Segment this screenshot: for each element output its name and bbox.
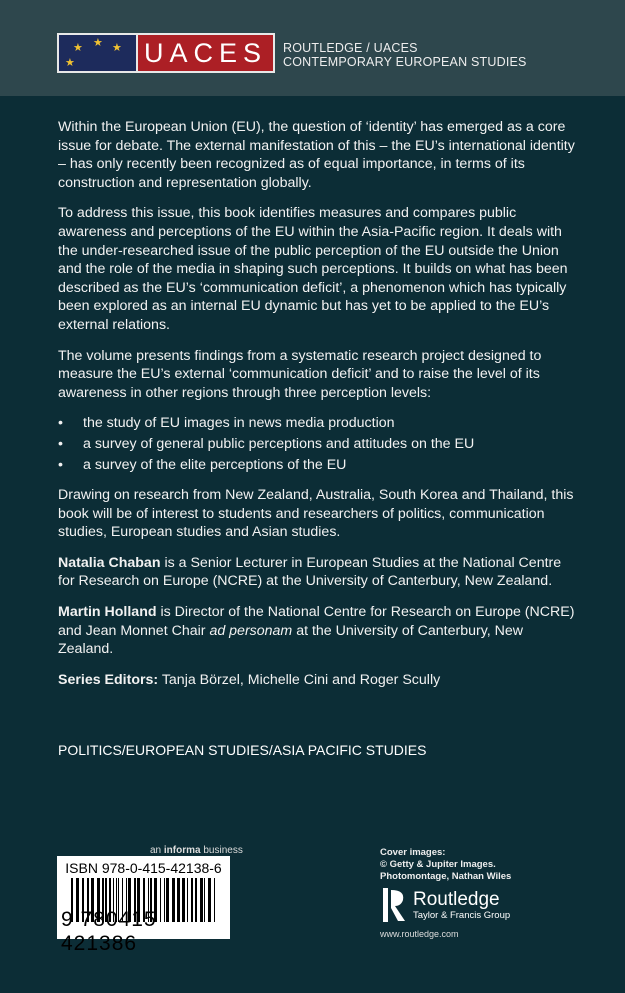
author-bio <box>58 603 578 659</box>
publisher-url[interactable]: www.routledge.com <box>380 929 459 939</box>
cover-credits <box>380 847 511 883</box>
tag-post: business <box>200 845 243 856</box>
list-item: • a survey of general public perceptions and attitudes on the EU <box>58 435 578 454</box>
tag-pre: an <box>150 845 164 856</box>
author-name: Martin Holland <box>58 604 157 621</box>
bullet-list <box>58 414 578 474</box>
publisher-name: Routledge <box>413 888 500 910</box>
paragraph: To address this issue, this book identifies measures and compares public awareness and perceptions of the EU within the Asia-Pacific region. It deals with the under-researched issue of the public perception of the EU outside the Union and the role of the media in shaping such perceptions. It builds on what has been described as the EU’s ‘communication deficit’, a phenomenon which has typically been explored as an internal EU dynamic but has yet to be applied to the EU’s external relations. <box>58 205 568 333</box>
bio-text: is a Senior Lecturer in European Studies at the National Centre for Research on Europe (NCRE) at the University of Canterbury, New Zealand. <box>58 554 562 590</box>
routledge-logo <box>383 888 510 922</box>
routledge-r-icon <box>383 888 407 922</box>
editors-label: Series Editors: <box>58 671 159 688</box>
list-item: • the study of EU images in news media production <box>58 414 578 433</box>
credit-line: © Getty & Jupiter Images. <box>380 859 496 870</box>
logo-text: UACES <box>136 35 273 71</box>
list-item: • a survey of the elite perceptions of the EU <box>58 456 578 475</box>
credit-line: Photomontage, Nathan Wiles <box>380 871 512 882</box>
bio-emphasis: ad personam <box>209 622 293 639</box>
author-bio <box>58 554 578 591</box>
credit-line: Cover images: <box>380 847 446 858</box>
informa-tagline <box>150 845 243 856</box>
series-editors <box>58 671 578 690</box>
tag-bold: informa <box>163 845 201 856</box>
isbn-barcode <box>57 856 230 955</box>
blurb <box>58 118 578 701</box>
paragraph: The volume presents findings from a systematic research project designed to measure the EU’s external ‘communication deficit’ and to raise the level of its awareness in other regions through three perception levels: <box>58 347 542 401</box>
bio-text: at the University of Canterbury, New Zealand. <box>58 622 524 658</box>
uaces-logo <box>57 33 275 73</box>
series-title <box>283 41 527 69</box>
publisher-sub: Taylor & Francis Group <box>413 909 511 921</box>
subject-category: POLITICS/EUROPEAN STUDIES/ASIA PACIFIC STUDIES <box>58 742 427 758</box>
paragraph: Within the European Union (EU), the question of ‘identity’ has emerged as a core issue for debate. The external manifestation of this – the EU’s international identity – has only recently been recognized as of equal importance, in terms of its construction and representation globally. <box>58 119 575 191</box>
series-line2: CONTEMPORARY EUROPEAN STUDIES <box>283 55 527 69</box>
barcode-digits: 9 780415 421386 <box>61 908 157 955</box>
author-name: Natalia Chaban <box>58 554 161 571</box>
bio-text: is Director of the National Centre for Research on Europe (NCRE) and Jean Monnet Chair <box>58 604 575 639</box>
editors-names: Tanja Börzel, Michelle Cini and Roger Scully <box>158 671 441 688</box>
header-band <box>0 0 625 96</box>
eu-flag-icon: ★ ★ ★ ★ <box>59 35 136 71</box>
series-line1: ROUTLEDGE / UACES <box>283 41 418 55</box>
isbn-text: ISBN 978-0-415-42138-6 <box>65 860 222 876</box>
paragraph: Drawing on research from New Zealand, Australia, South Korea and Thailand, this book will be of interest to students and researchers of politics, communication studies, European studies and Asian studies. <box>58 487 574 541</box>
